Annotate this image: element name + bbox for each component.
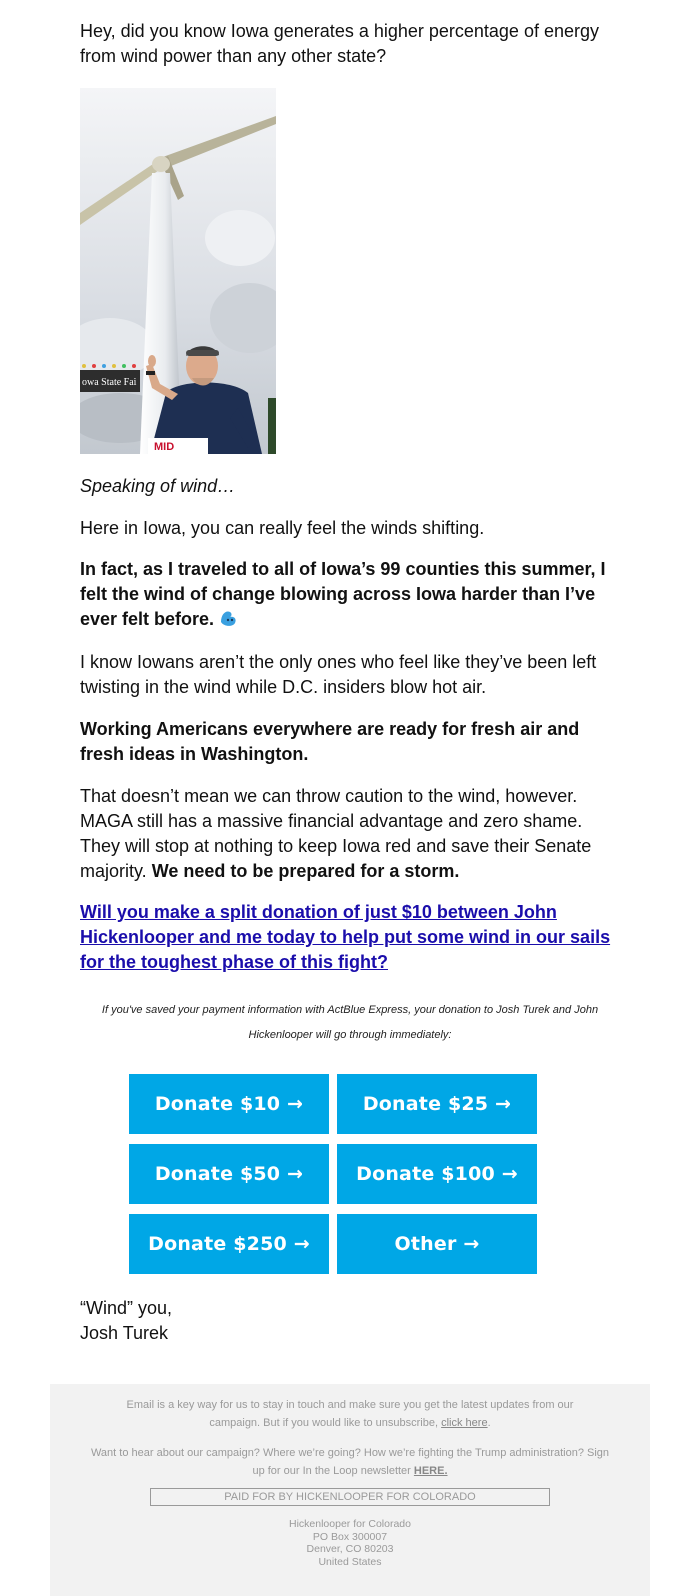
donate-100-button[interactable]: Donate $100 → — [337, 1144, 537, 1204]
email-footer — [50, 1384, 650, 1596]
address-line: United States — [318, 1555, 382, 1568]
banner-text: MID — [154, 441, 175, 453]
actblue-fine-print: If you've saved your payment information with ActBlue Express, your donation to Josh Turek and John Hickenlooper will go through immediately: — [101, 1004, 599, 1041]
wind-face-icon — [218, 608, 238, 628]
newsletter-text — [90, 1444, 610, 1480]
cta-paragraph — [80, 900, 620, 975]
newsletter-copy: Want to hear about our campaign? Where we’re going? How we’re fighting the Trump administration? Sign up for our In the Loop newsletter — [90, 1447, 610, 1477]
address-line: PO Box 300007 — [312, 1530, 388, 1543]
paragraph-fresh-air: Working Americans everywhere are ready for fresh air and fresh ideas in Washington. — [80, 719, 580, 764]
paid-for-disclaimer: PAID FOR BY HICKENLOOPER FOR COLORADO — [150, 1488, 550, 1506]
paragraph-maga — [80, 784, 620, 884]
signoff-line: “Wind” you, — [80, 1298, 173, 1318]
paragraph-counties-text: In fact, as I traveled to all of Iowa’s 99 counties this summer, I felt the wind of change blowing across Iowa harder than I’ve ever felt before. — [80, 559, 606, 629]
address-line: Denver, CO 80203 — [306, 1543, 394, 1555]
signature-name: Josh Turek — [80, 1323, 169, 1343]
intro-text: Hey, did you know Iowa generates a higher percentage of energy from wind power than any other state? — [80, 21, 599, 66]
newsletter-link[interactable]: HERE. — [413, 1465, 448, 1477]
split-donation-link[interactable]: Will you make a split donation of just $10 between John Hickenlooper and me today to help put some wind in our sails for the toughest phase of this fight? — [80, 902, 611, 972]
paragraph-counties — [80, 557, 620, 632]
sign-text: owa State Fai — [82, 377, 137, 388]
donate-other-button[interactable]: Other → — [337, 1214, 537, 1274]
address-line: Hickenlooper for Colorado — [289, 1518, 411, 1530]
paragraph-winds-shifting: Here in Iowa, you can really feel the winds shifting. — [80, 518, 485, 538]
donate-10-button[interactable]: Donate $10 → — [129, 1074, 329, 1134]
unsubscribe-copy: Email is a key way for us to stay in touch and make sure you get the latest updates from our campaign. But if you would like to unsubscribe, — [126, 1399, 574, 1429]
donate-25-button[interactable]: Donate $25 → — [337, 1074, 537, 1134]
donate-50-button[interactable]: Donate $50 → — [129, 1144, 329, 1204]
paragraph-twisting: I know Iowans aren’t the only ones who feel like they’ve been left twisting in the wind while D.C. insiders blow hot air. — [80, 652, 597, 697]
unsubscribe-link[interactable]: click here — [441, 1417, 488, 1429]
donate-250-button[interactable]: Donate $250 → — [129, 1214, 329, 1274]
paragraph-storm: We need to be prepared for a storm. — [151, 861, 460, 881]
unsubscribe-text: Email is a key way for us to stay in touch and make sure you get the latest updates from our campaign. But if you would like to unsubscribe, click here. — [126, 1399, 574, 1429]
mailing-address — [50, 1518, 650, 1568]
wind-turbine-photo — [80, 88, 276, 454]
paragraph-maga-text: That doesn’t mean we can throw caution to the wind, however. MAGA still has a massive financial advantage and zero shame. They will stop at nothing to keep Iowa red and save their Senate majority. — [80, 786, 592, 881]
speaking-of-wind: Speaking of wind… — [80, 476, 236, 496]
